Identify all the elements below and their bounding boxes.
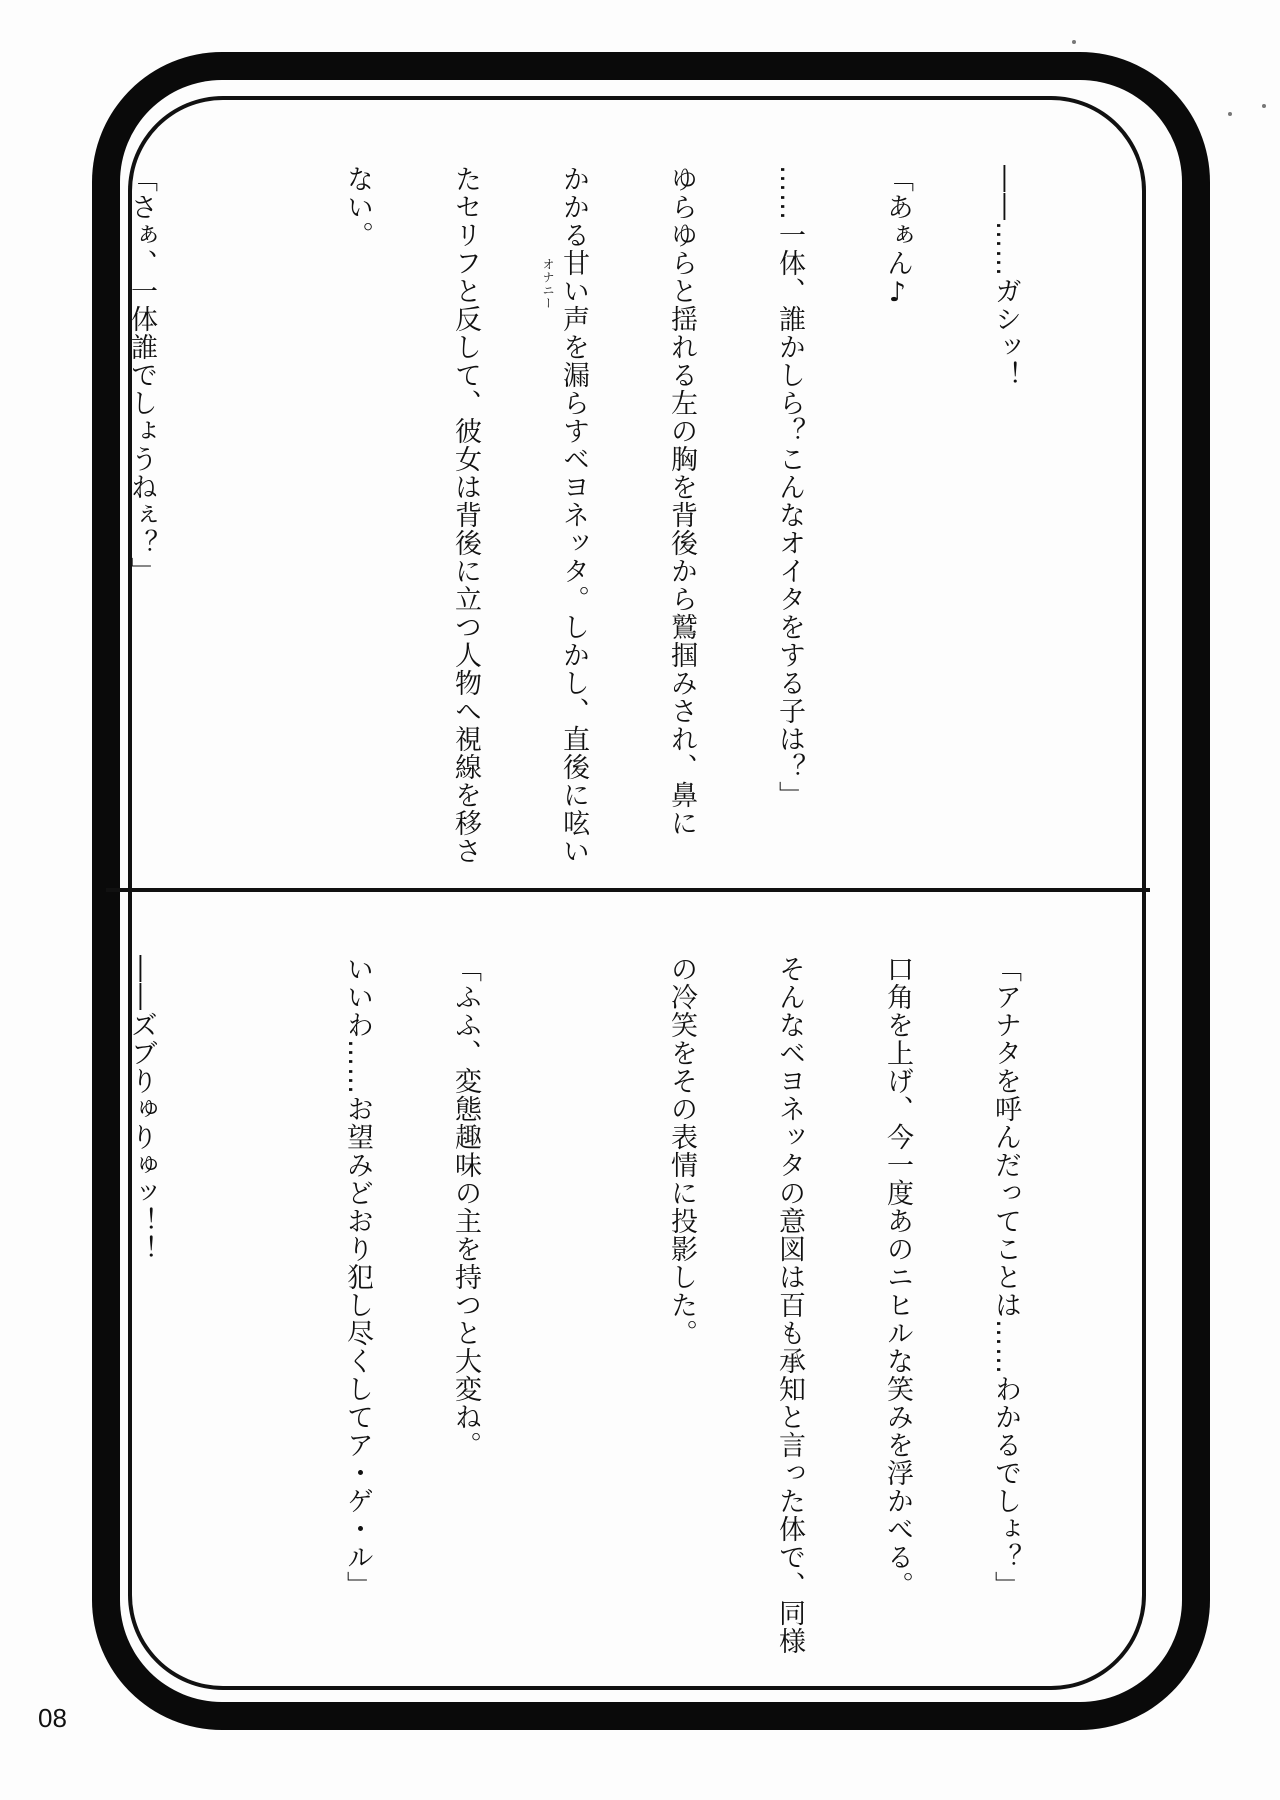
text-line: [231, 165, 267, 865]
text-line: ……一体、誰かしら？こんなオイタをする子は？」: [774, 165, 805, 809]
text-line: たセリフと反して、彼女は背後に立つ人物へ視線を移さ: [450, 165, 481, 865]
text-line: そんなベヨネッタの意図は百も承知と言った体で、同様: [774, 955, 805, 1655]
text-line: ゆらゆらと揺れる左の胸を背後から鷲掴みされ、鼻に: [666, 165, 697, 837]
text-line: [231, 955, 267, 1655]
text-line: 「あぁん♪: [882, 165, 913, 309]
text-line: ――……ガシッ！: [990, 165, 1021, 389]
text-line: 「ふふ、変態趣味の主を持つと大変ね。: [450, 955, 481, 1459]
text-line: いいわ……お望みどおり犯し尽くしてア・ゲ・ル」: [342, 955, 373, 1599]
scan-speck: [1072, 40, 1076, 44]
text-line: [555, 955, 591, 1655]
text-line: かかる甘い声を漏らすベヨネッタ。しかし、直後に呟い: [558, 165, 589, 865]
text-line: 「さぁ、一体誰でしょうねぇ？」: [126, 165, 157, 585]
text-line: [15, 955, 51, 1655]
text-line: 「アナタを呼んだってことは……わかるでしょ？」: [990, 955, 1021, 1599]
text-line: [15, 165, 51, 865]
page-number: 08: [38, 1703, 67, 1733]
ruby-annotation: オナニー: [541, 258, 555, 310]
panel-divider: [106, 888, 1150, 892]
scan-speck: [1262, 104, 1266, 108]
scan-speck: [1228, 112, 1232, 116]
text-line: ――ズブりゅりゅッ！！: [126, 955, 157, 1263]
lower-panel-text: [0, 955, 1095, 1655]
text-line: 口角を上げ、今一度あのニヒルな笑みを浮かべる。: [882, 955, 913, 1599]
text-line: の冷笑をその表情に投影した。: [666, 955, 697, 1347]
text-line: ない。: [342, 165, 373, 249]
